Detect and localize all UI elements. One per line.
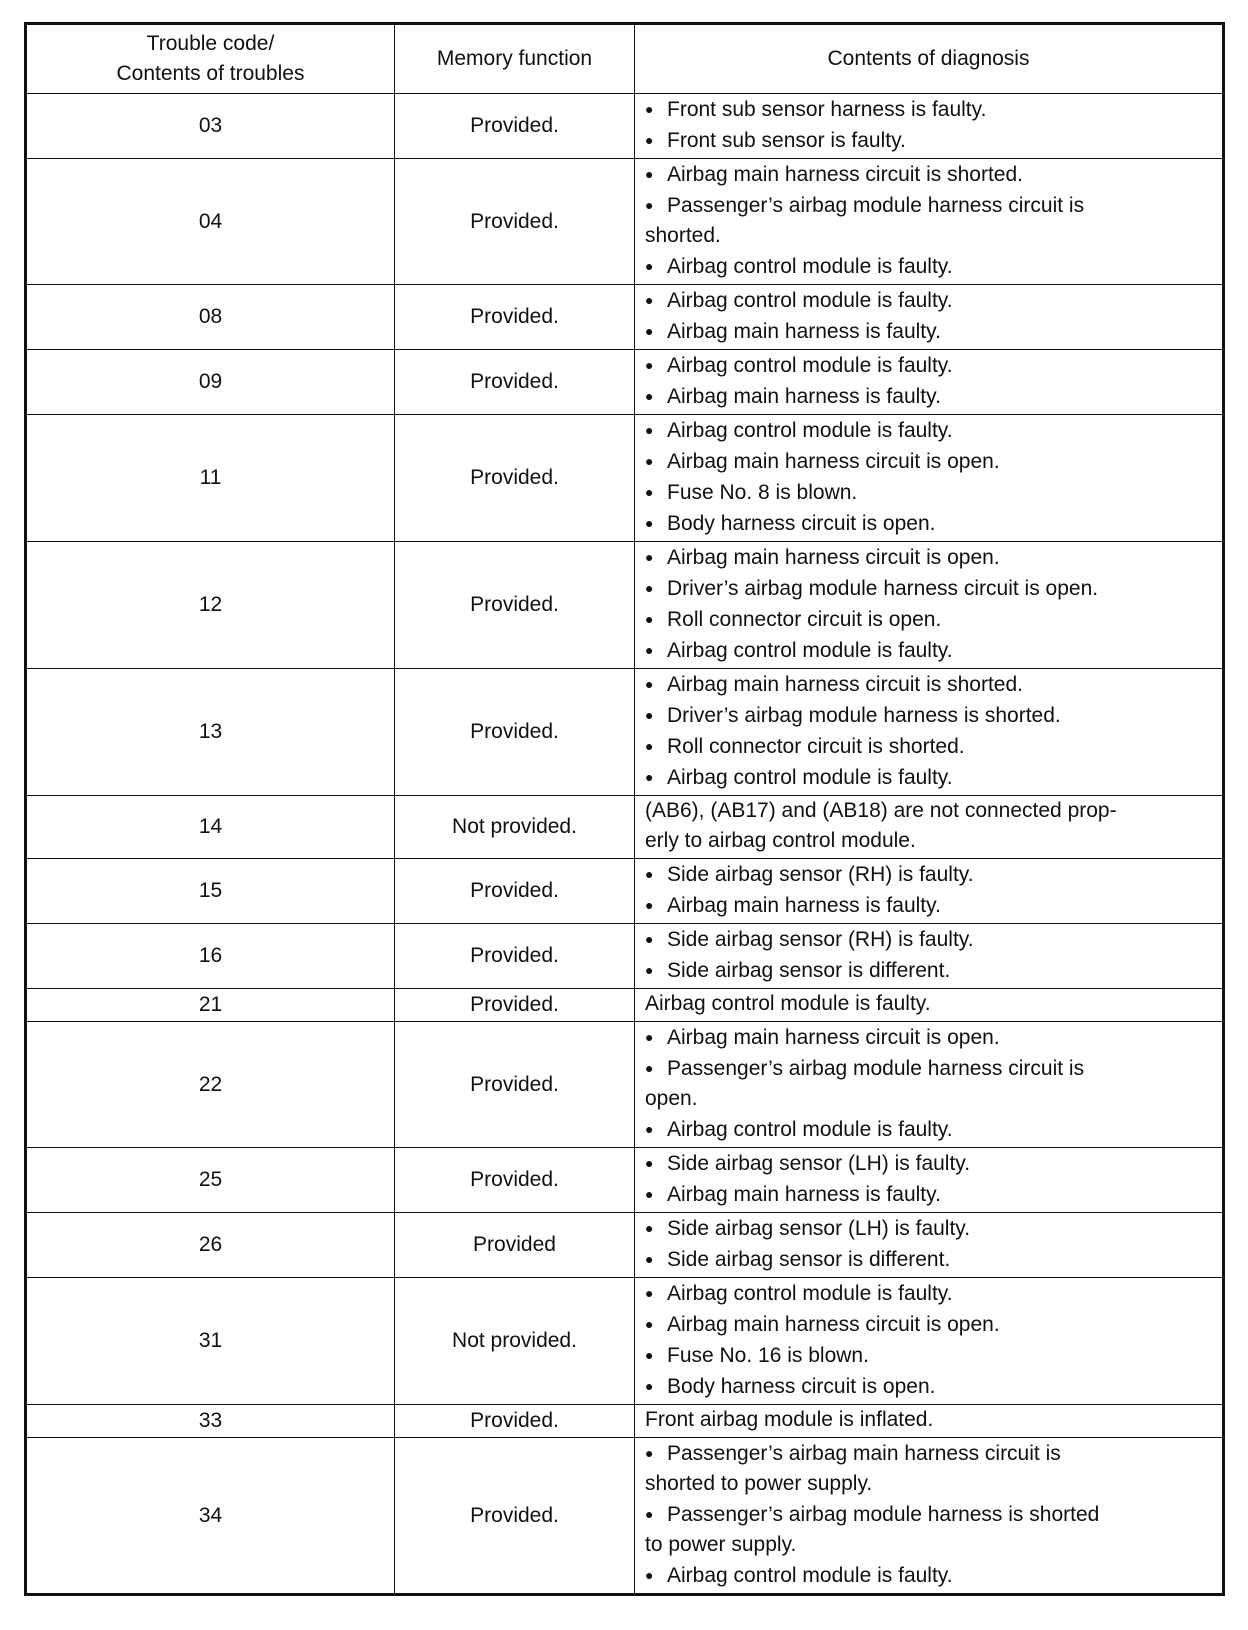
memory-function-cell: Provided [395, 1213, 635, 1278]
diagnosis-bullet-line: ● Airbag control module is faulty. [645, 1278, 1216, 1309]
diagnosis-bullet-line: ● Airbag control module is faulty. [645, 251, 1216, 282]
diagnosis-line: shorted. [645, 224, 721, 247]
header-memory-function: Memory function [395, 24, 635, 94]
diagnosis-bullet-line: ● Passenger’s airbag main harness circuit is [645, 1438, 1216, 1469]
diagnosis-cell [635, 1405, 1224, 1438]
diagnosis-cell [635, 1438, 1224, 1595]
diagnosis-bullet-line: ● Passenger’s airbag module harness is shorted [645, 1499, 1216, 1530]
memory-function-cell: Provided. [395, 94, 635, 159]
trouble-code-cell: 08 [26, 285, 395, 350]
diagnosis-cell [635, 350, 1224, 415]
diagnosis-bullet-line: ● Front sub sensor is faulty. [645, 125, 1216, 156]
table-row [26, 542, 1224, 669]
diagnosis-bullet-line: ● Body harness circuit is open. [645, 508, 1216, 539]
trouble-code-cell: 03 [26, 94, 395, 159]
table-row [26, 1022, 1224, 1148]
memory-function-cell: Provided. [395, 989, 635, 1022]
diagnosis-bullet-line: ● Airbag control module is faulty. [645, 1114, 1216, 1145]
diagnosis-cell [635, 159, 1224, 285]
trouble-code-cell: 15 [26, 859, 395, 924]
diagnosis-line: erly to airbag control module. [645, 829, 916, 852]
diagnosis-cell [635, 796, 1224, 859]
header-trouble-code-line-2: Contents of troubles [116, 62, 305, 85]
diagnosis-cell [635, 1148, 1224, 1213]
diagnosis-bullet-line: ● Airbag main harness circuit is open. [645, 1309, 1216, 1340]
diagnosis-bullet-line: ● Airbag control module is faulty. [645, 285, 1216, 316]
diagnosis-line: Airbag control module is faulty. [645, 992, 931, 1015]
diagnosis-bullet-line: ● Front sub sensor harness is faulty. [645, 94, 1216, 125]
header-contents-of-diagnosis: Contents of diagnosis [635, 24, 1224, 94]
table-row [26, 1213, 1224, 1278]
table-row [26, 1148, 1224, 1213]
diagnosis-line: shorted to power supply. [645, 1472, 873, 1495]
diagnosis-bullet-line: ● Airbag main harness circuit is open. [645, 1022, 1216, 1053]
table-body [26, 94, 1224, 1595]
diagnosis-line: Front airbag module is inflated. [645, 1408, 934, 1431]
trouble-code-cell: 26 [26, 1213, 395, 1278]
diagnosis-bullet-line: ● Airbag control module is faulty. [645, 350, 1216, 381]
diagnosis-cell [635, 1213, 1224, 1278]
table-row [26, 1405, 1224, 1438]
diagnosis-bullet-line: ● Passenger’s airbag module harness circuit is [645, 1053, 1216, 1084]
diagnosis-bullet-line: ● Airbag main harness is faulty. [645, 381, 1216, 412]
memory-function-cell: Provided. [395, 415, 635, 542]
diagnosis-bullet-line: ● Side airbag sensor (LH) is faulty. [645, 1213, 1216, 1244]
diagnosis-bullet-line: ● Airbag control module is faulty. [645, 762, 1216, 793]
header-row [26, 24, 1224, 94]
memory-function-cell: Provided. [395, 924, 635, 989]
table-row [26, 1278, 1224, 1405]
trouble-code-cell: 22 [26, 1022, 395, 1148]
memory-function-cell: Provided. [395, 1405, 635, 1438]
header-trouble-code [26, 24, 395, 94]
trouble-code-cell: 04 [26, 159, 395, 285]
diagnosis-cell [635, 415, 1224, 542]
trouble-code-cell: 33 [26, 1405, 395, 1438]
diagnosis-bullet-line: ● Roll connector circuit is open. [645, 604, 1216, 635]
table-row [26, 285, 1224, 350]
diagnosis-bullet-line: ● Airbag main harness circuit is shorted. [645, 159, 1216, 190]
memory-function-cell: Provided. [395, 859, 635, 924]
table-row [26, 350, 1224, 415]
trouble-code-cell: 09 [26, 350, 395, 415]
diagnosis-bullet-line: ● Fuse No. 16 is blown. [645, 1340, 1216, 1371]
table-row [26, 924, 1224, 989]
diagnosis-bullet-line: ● Side airbag sensor is different. [645, 955, 1216, 986]
diagnosis-bullet-line: ● Airbag control module is faulty. [645, 415, 1216, 446]
diagnosis-line: (AB6), (AB17) and (AB18) are not connected prop- [645, 799, 1117, 822]
diagnosis-cell [635, 1022, 1224, 1148]
diagnosis-cell [635, 859, 1224, 924]
diagnosis-bullet-line: ● Airbag control module is faulty. [645, 635, 1216, 666]
memory-function-cell: Provided. [395, 159, 635, 285]
diagnosis-cell [635, 989, 1224, 1022]
trouble-code-cell: 13 [26, 669, 395, 796]
diagnosis-bullet-line: ● Airbag control module is faulty. [645, 1560, 1216, 1591]
diagnosis-line: to power supply. [645, 1533, 797, 1556]
diagnosis-bullet-line: ● Side airbag sensor (RH) is faulty. [645, 924, 1216, 955]
table-row [26, 415, 1224, 542]
table-row [26, 796, 1224, 859]
diagnosis-cell [635, 542, 1224, 669]
diagnosis-bullet-line: ● Side airbag sensor (LH) is faulty. [645, 1148, 1216, 1179]
trouble-code-cell: 34 [26, 1438, 395, 1595]
diagnosis-bullet-line: ● Airbag main harness is faulty. [645, 316, 1216, 347]
diagnosis-bullet-line: ● Airbag main harness circuit is open. [645, 446, 1216, 477]
diagnosis-cell [635, 1278, 1224, 1405]
diagnosis-cell [635, 285, 1224, 350]
diagnosis-line: open. [645, 1087, 698, 1110]
table-row [26, 859, 1224, 924]
memory-function-cell: Provided. [395, 1022, 635, 1148]
diagnosis-bullet-line: ● Side airbag sensor is different. [645, 1244, 1216, 1275]
memory-function-cell: Not provided. [395, 796, 635, 859]
diagnosis-cell [635, 669, 1224, 796]
diagnosis-bullet-line: ● Airbag main harness is faulty. [645, 890, 1216, 921]
trouble-code-cell: 16 [26, 924, 395, 989]
diagnosis-bullet-line: ● Airbag main harness circuit is open. [645, 542, 1216, 573]
diagnosis-bullet-line: ● Body harness circuit is open. [645, 1371, 1216, 1402]
memory-function-cell: Provided. [395, 669, 635, 796]
diagnosis-cell [635, 94, 1224, 159]
diagnosis-cell [635, 924, 1224, 989]
diagnosis-bullet-line: ● Fuse No. 8 is blown. [645, 477, 1216, 508]
table-row [26, 669, 1224, 796]
trouble-code-cell: 25 [26, 1148, 395, 1213]
trouble-code-cell: 14 [26, 796, 395, 859]
table-row [26, 94, 1224, 159]
memory-function-cell: Provided. [395, 350, 635, 415]
table-row [26, 989, 1224, 1022]
trouble-code-cell: 31 [26, 1278, 395, 1405]
trouble-code-cell: 21 [26, 989, 395, 1022]
trouble-code-cell: 11 [26, 415, 395, 542]
diagnosis-bullet-line: ● Airbag main harness is faulty. [645, 1179, 1216, 1210]
trouble-code-cell: 12 [26, 542, 395, 669]
memory-function-cell: Provided. [395, 285, 635, 350]
diagnosis-bullet-line: ● Side airbag sensor (RH) is faulty. [645, 859, 1216, 890]
diagnosis-bullet-line: ● Roll connector circuit is shorted. [645, 731, 1216, 762]
diagnosis-bullet-line: ● Driver’s airbag module harness is shorted. [645, 700, 1216, 731]
diagnosis-bullet-line: ● Driver’s airbag module harness circuit is open. [645, 573, 1216, 604]
diagnosis-bullet-line: ● Airbag main harness circuit is shorted. [645, 669, 1216, 700]
header-trouble-code-line-1: Trouble code/ [146, 32, 275, 55]
table-row [26, 159, 1224, 285]
trouble-code-table [24, 22, 1225, 1596]
table-row [26, 1438, 1224, 1595]
memory-function-cell: Provided. [395, 1148, 635, 1213]
memory-function-cell: Provided. [395, 542, 635, 669]
diagnosis-bullet-line: ● Passenger’s airbag module harness circuit is [645, 190, 1216, 221]
memory-function-cell: Provided. [395, 1438, 635, 1595]
memory-function-cell: Not provided. [395, 1278, 635, 1405]
